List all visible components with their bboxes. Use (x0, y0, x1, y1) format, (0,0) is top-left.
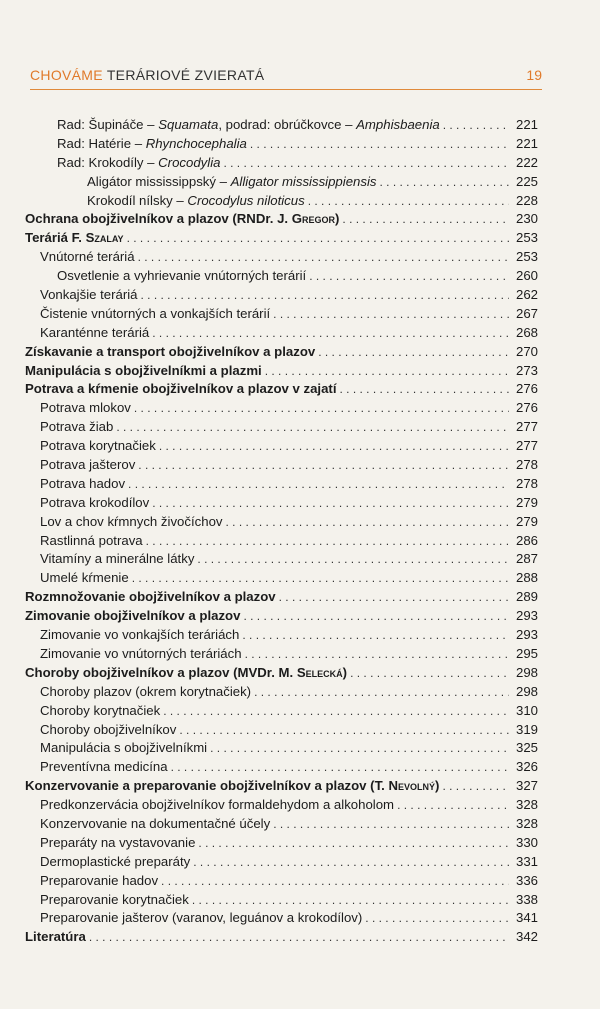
toc-entry (25, 248, 538, 267)
toc-entry (25, 815, 538, 834)
toc-entry-page: 293 (515, 627, 538, 643)
toc-entry-title (40, 702, 160, 721)
toc-entry-title (25, 664, 347, 683)
dot-leader (152, 494, 509, 513)
dot-leader (138, 248, 509, 267)
dot-leader (243, 607, 509, 626)
toc-entry-text: Vonkajšie teráriá (40, 287, 138, 303)
toc-entry-text: Aligátor mississippský – (87, 173, 231, 189)
toc-entry-page: 276 (515, 400, 538, 416)
dot-leader (242, 626, 509, 645)
toc-entry-latin-name: Alligator mississippiensis (230, 173, 377, 189)
toc-entry-title (25, 229, 124, 248)
toc-entry-title (25, 777, 439, 796)
toc-entry-text: Preparovanie korytnačiek (40, 891, 189, 907)
toc-entry-page: 310 (515, 702, 538, 718)
toc-entry-title (25, 380, 337, 399)
dot-leader (342, 210, 509, 229)
toc-entry-text: Čistenie vnútorných a vonkajších terárií (40, 305, 271, 321)
toc-entry-page: 319 (515, 721, 538, 737)
toc-entry-title (40, 739, 207, 758)
toc-entry-text: Krokodíl nílsky – (87, 192, 188, 208)
toc-entry-page: 277 (515, 419, 538, 435)
toc-entry-text: Karanténne teráriá (40, 324, 150, 340)
toc-entry-latin-name-2: Amphisbaenia (356, 117, 440, 132)
toc-entry-text: Umelé kŕmenie (40, 570, 129, 586)
toc-entry-page: 222 (515, 154, 538, 170)
toc-entry (25, 418, 538, 437)
dot-leader (443, 116, 509, 135)
toc-entry-title (25, 362, 262, 381)
toc-entry-page: 262 (515, 287, 538, 303)
toc-entry (25, 664, 538, 683)
toc-entry-text: Choroby korytnačiek (40, 702, 161, 718)
toc-entry-page: 289 (515, 589, 538, 605)
toc-entry-page: 298 (515, 664, 538, 680)
toc-entry-title (25, 607, 240, 626)
toc-entry-page: 287 (515, 551, 538, 567)
toc-entry-page: 278 (515, 475, 538, 491)
toc-entry-page: 276 (515, 381, 538, 397)
toc-entry-page: 268 (515, 324, 538, 340)
toc-entry (25, 173, 538, 192)
dot-leader (308, 192, 509, 211)
toc-entry-page: 228 (515, 192, 538, 208)
dot-leader (273, 815, 509, 834)
toc-entry-page: 336 (515, 872, 538, 888)
toc-entry (25, 343, 538, 362)
toc-entry-page: 330 (515, 834, 538, 850)
toc-entry (25, 872, 538, 891)
toc-entry-page: 328 (515, 815, 538, 831)
toc-entry-page: 277 (515, 438, 538, 454)
toc-entry-text: Predkonzervácia obojživelníkov formaldehydom a alkoholom (40, 797, 395, 813)
toc-entry-title (40, 494, 149, 513)
toc-entry (25, 607, 538, 626)
toc-entry-text: Potrava jašterov (40, 457, 136, 473)
toc-entry-text: Zimovanie obojživelníkov a plazov (25, 608, 241, 624)
toc-entry (25, 229, 538, 248)
toc-entry (25, 210, 538, 229)
dot-leader (152, 324, 509, 343)
dot-leader (134, 399, 509, 418)
dot-leader (273, 305, 509, 324)
dot-leader (210, 739, 509, 758)
toc-entry-title (25, 588, 276, 607)
toc-entry-title (40, 834, 195, 853)
toc-entry-page: 225 (515, 173, 538, 189)
toc-entry-page: 293 (515, 608, 538, 624)
dot-leader (198, 834, 509, 853)
toc-entry-text: Literatúra (25, 929, 86, 945)
toc-entry (25, 324, 538, 343)
toc-entry-latin-name: Squamata (158, 117, 219, 132)
toc-entry-text: Preparáty na vystavovanie (40, 834, 196, 850)
toc-entry-title (87, 173, 376, 192)
toc-entry-page: 286 (515, 532, 538, 548)
toc-entry-text: Rastlinná potrava (40, 532, 143, 548)
toc-entry-title (40, 437, 156, 456)
toc-entry-title (40, 721, 176, 740)
toc-entry-text: Lov a chov kŕmnych živočíchov (40, 513, 223, 529)
dot-leader (197, 550, 509, 569)
toc-entry-text: Potrava krokodílov (40, 494, 150, 510)
book-title-part2: TERÁRIOVÉ ZVIERATÁ (102, 67, 265, 83)
toc-entry-page: 267 (515, 305, 538, 321)
toc-entry-text: Choroby obojživelníkov (40, 721, 177, 737)
toc-entry (25, 362, 538, 381)
toc-entry (25, 702, 538, 721)
toc-entry-text-2: ) (335, 211, 340, 227)
toc-entry (25, 192, 538, 211)
toc-entry (25, 399, 538, 418)
toc-entry-title (40, 248, 135, 267)
toc-entry-page: 260 (515, 268, 538, 284)
table-of-contents (25, 116, 538, 947)
toc-entry-text: Teráriá F. (25, 230, 86, 246)
toc-entry (25, 721, 538, 740)
dot-leader (442, 777, 509, 796)
toc-entry-page: 273 (515, 362, 538, 378)
dot-leader (141, 286, 510, 305)
toc-entry-title (25, 928, 86, 947)
toc-entry (25, 834, 538, 853)
toc-entry-text: Získavanie a transport obojživelníkov a plazov (25, 343, 316, 359)
dot-leader (245, 645, 509, 664)
toc-entry-author: Nevolný (388, 778, 436, 794)
toc-entry (25, 588, 538, 607)
toc-entry-title (40, 683, 251, 702)
toc-entry (25, 739, 538, 758)
toc-entry-text: Zimovanie vo vnútorných teráriách (40, 645, 242, 661)
toc-entry-page: 253 (515, 249, 538, 265)
toc-entry-title (40, 305, 270, 324)
dot-leader (254, 683, 509, 702)
toc-entry (25, 286, 538, 305)
toc-entry-title (40, 513, 223, 532)
toc-entry-text: Konzervovanie na dokumentačné účely (40, 815, 271, 831)
page-number: 19 (526, 67, 542, 83)
toc-entry-title (40, 909, 362, 928)
toc-entry-latin-name: Rhynchocephalia (145, 135, 247, 151)
toc-entry (25, 380, 538, 399)
toc-entry-page: 328 (515, 797, 538, 813)
toc-entry-page: 338 (515, 891, 538, 907)
dot-leader (163, 702, 509, 721)
dot-leader (159, 437, 509, 456)
toc-entry (25, 135, 538, 154)
toc-entry-text-2: , podrad: obrúčkovce – (218, 117, 357, 132)
toc-entry-page: 270 (515, 343, 538, 359)
toc-entry-title (40, 853, 190, 872)
toc-entry-page: 288 (515, 570, 538, 586)
toc-entry (25, 116, 538, 135)
toc-entry-text: Choroby obojživelníkov a plazov (MVDr. M. (25, 664, 297, 680)
dot-leader (340, 380, 510, 399)
toc-entry-title (40, 286, 138, 305)
toc-entry-title (40, 872, 158, 891)
toc-entry-title (40, 532, 143, 551)
toc-entry-text: Potrava mlokov (40, 400, 131, 416)
toc-entry-text-2: ) (342, 664, 348, 680)
toc-entry-page: 298 (515, 683, 538, 699)
dot-leader (265, 362, 509, 381)
toc-entry-page: 326 (515, 759, 538, 775)
toc-entry (25, 853, 538, 872)
toc-entry-title (40, 456, 135, 475)
toc-entry-title (87, 192, 305, 211)
toc-entry-page: 295 (515, 645, 538, 661)
toc-entry (25, 456, 538, 475)
toc-entry (25, 437, 538, 456)
toc-entry-title (25, 343, 315, 362)
dot-leader (250, 135, 509, 154)
toc-entry-title (57, 267, 306, 286)
toc-entry (25, 305, 538, 324)
toc-entry-text: Osvetlenie a vyhrievanie vnútorných terárií (57, 268, 307, 284)
toc-entry (25, 267, 538, 286)
toc-entry-page: 341 (515, 910, 538, 926)
toc-entry-title (25, 210, 339, 229)
toc-entry (25, 475, 538, 494)
toc-entry-title (40, 324, 149, 343)
dot-leader (193, 853, 509, 872)
toc-entry (25, 891, 538, 910)
toc-entry-author: Gregor (291, 211, 336, 227)
toc-entry-text: Rad: Šupináče – (57, 117, 159, 132)
toc-entry-title (40, 815, 270, 834)
dot-leader (309, 267, 509, 286)
toc-entry-title (57, 135, 247, 154)
toc-entry-page: 279 (515, 513, 538, 529)
dot-leader (116, 418, 509, 437)
toc-entry-text: Zimovanie vo vonkajších teráriách (40, 627, 240, 643)
toc-entry-text: Rad: Krokodíly – (57, 154, 159, 170)
toc-entry (25, 513, 538, 532)
running-header (30, 67, 542, 90)
toc-entry-title (57, 116, 440, 135)
dot-leader (146, 532, 509, 551)
toc-entry (25, 909, 538, 928)
dot-leader (89, 928, 509, 947)
dot-leader (279, 588, 509, 607)
toc-entry-title (40, 891, 189, 910)
toc-entry-text: Manipulácia s obojživelníkmi a plazmi (25, 362, 262, 378)
toc-entry-text: Dermoplastické preparáty (40, 853, 191, 869)
toc-entry-text: Potrava korytnačiek (40, 438, 156, 454)
dot-leader (318, 343, 509, 362)
toc-entry-page: 221 (515, 117, 538, 132)
toc-entry-title (40, 418, 113, 437)
toc-entry-title (40, 550, 194, 569)
toc-entry-title (40, 796, 394, 815)
toc-entry (25, 777, 538, 796)
dot-leader (365, 909, 509, 928)
toc-entry-page: 325 (515, 740, 538, 756)
toc-entry-text: Ochrana obojživelníkov a plazov (RNDr. J. (25, 211, 292, 227)
dot-leader (350, 664, 509, 683)
toc-entry-author: Szalay (85, 230, 124, 246)
toc-entry (25, 154, 538, 173)
dot-leader (171, 758, 509, 777)
toc-entry-text: Konzervovanie a preparovanie obojživelníkov a plazov (T. (25, 778, 389, 794)
toc-entry-text: Rozmnožovanie obojživelníkov a plazov (25, 589, 276, 605)
dot-leader (379, 173, 509, 192)
dot-leader (179, 721, 509, 740)
toc-entry (25, 626, 538, 645)
toc-entry-latin-name: Crocodylia (158, 154, 221, 170)
toc-entry-text: Choroby plazov (okrem korytnačiek) (40, 683, 252, 699)
book-title (30, 67, 264, 83)
book-title-part1: CHOVÁME (30, 67, 103, 83)
toc-entry-text: Potrava a kŕmenie obojživelníkov a plazov v zajatí (25, 381, 337, 397)
toc-entry (25, 683, 538, 702)
toc-entry (25, 928, 538, 947)
toc-entry-title (40, 569, 129, 588)
toc-entry (25, 550, 538, 569)
toc-entry (25, 796, 538, 815)
toc-entry-page: 278 (515, 457, 538, 473)
toc-entry (25, 645, 538, 664)
toc-entry-text: Rad: Hatérie – (57, 135, 146, 151)
toc-entry-title (40, 645, 242, 664)
toc-entry-text: Preparovanie hadov (40, 872, 159, 888)
toc-entry-page: 327 (515, 778, 538, 794)
toc-entry-text: Vnútorné teráriá (40, 249, 135, 265)
toc-entry-page: 253 (515, 230, 538, 246)
toc-entry-author: Selecká (296, 664, 343, 680)
dot-leader (226, 513, 509, 532)
toc-entry-text: Potrava žiab (40, 419, 114, 435)
toc-entry (25, 532, 538, 551)
toc-entry-page: 279 (515, 494, 538, 510)
toc-entry-latin-name: Crocodylus niloticus (187, 192, 305, 208)
toc-entry-title (40, 758, 168, 777)
toc-entry-title (57, 154, 220, 173)
dot-leader (132, 569, 509, 588)
toc-entry-text: Manipulácia s obojživelníkmi (40, 740, 208, 756)
dot-leader (138, 456, 509, 475)
toc-entry-title (40, 626, 239, 645)
dot-leader (128, 475, 509, 494)
toc-entry-page: 221 (515, 135, 538, 151)
toc-entry-text: Preparovanie jašterov (varanov, leguánov a krokodílov) (40, 910, 363, 926)
dot-leader (397, 796, 509, 815)
toc-entry-title (40, 399, 131, 418)
dot-leader (161, 872, 509, 891)
dot-leader (223, 154, 509, 173)
toc-entry-text: Potrava hadov (40, 475, 126, 491)
toc-entry-page: 342 (515, 929, 538, 945)
toc-entry-text-2: ) (435, 778, 440, 794)
toc-entry-page: 331 (515, 853, 538, 869)
dot-leader (192, 891, 509, 910)
toc-entry (25, 758, 538, 777)
toc-entry-title (40, 475, 125, 494)
toc-entry (25, 494, 538, 513)
toc-entry (25, 569, 538, 588)
toc-entry-page: 230 (515, 211, 538, 227)
dot-leader (127, 229, 509, 248)
toc-entry-text: Vitamíny a minerálne látky (40, 551, 195, 567)
toc-entry-text: Preventívna medicína (40, 759, 168, 775)
